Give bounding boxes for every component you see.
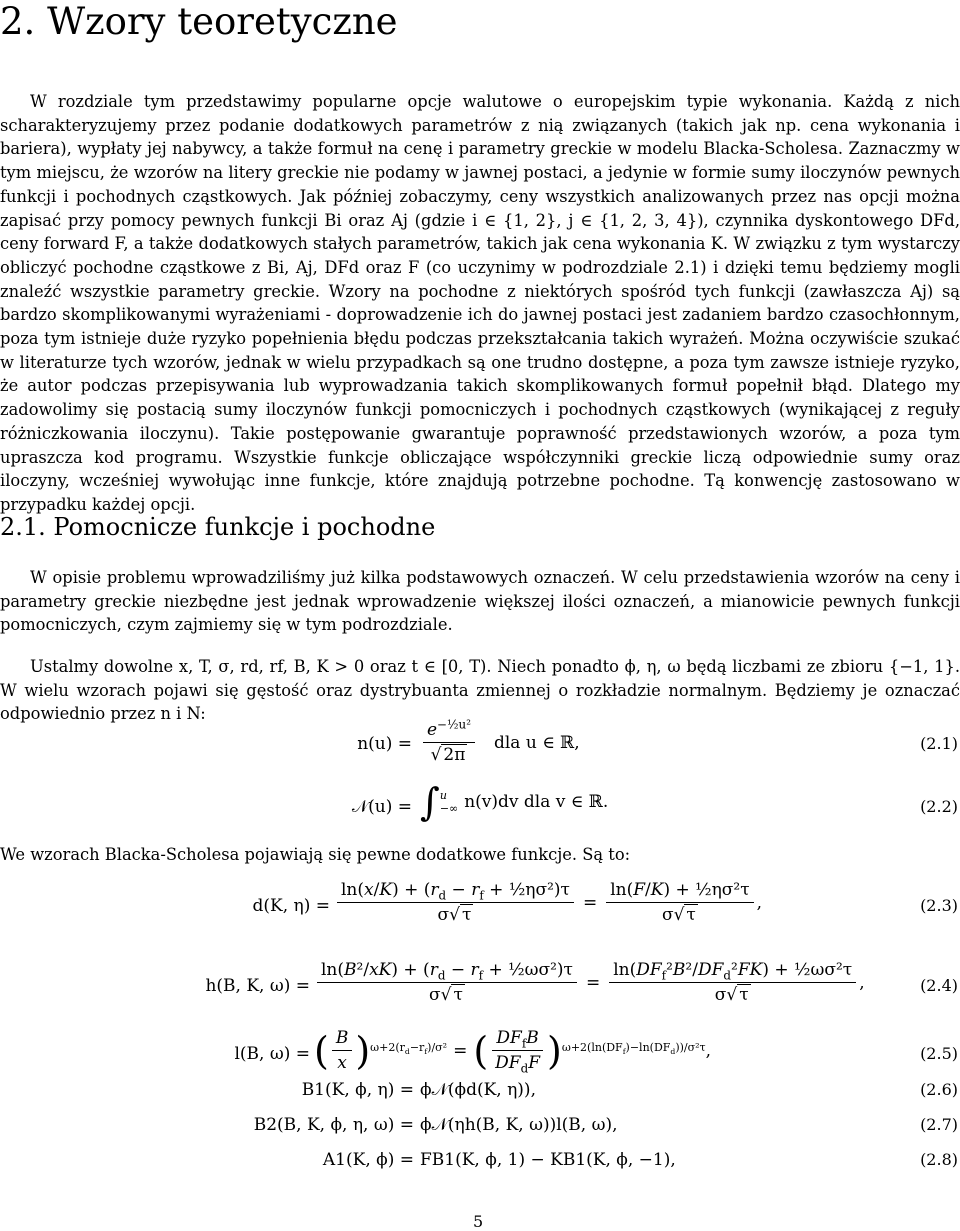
equation-rhs: FB1(K, ϕ, 1) − KB1(K, ϕ, −1), bbox=[420, 1150, 676, 1170]
equation-number: (2.4) bbox=[920, 976, 958, 995]
equation-number: (2.7) bbox=[920, 1115, 958, 1134]
equation-2-4 bbox=[0, 960, 960, 1010]
equation-body: ( $\frac{B}{x}$ ) $\omega+2(r_d-r_f)/\sigma^2$ = ( $\frac{DF_fB}{DF_dF}$ ) $\omega+2(\ln(DF_f)-\ln(DF_d))$/σ²τ , bbox=[314, 1028, 712, 1076]
paragraph-intro: W rozdziale tym przedstawimy popularne opcje walutowe o europejskim typie wykonania. Każdą z nich scharakteryzujemy przez podanie dodatkowych parametrów z nią związanych (takich jak np. cena wykonania i bariera), wypłaty jej nabywcy, a także formuł na cenę i parametry greckie w modelu Blacka-Scholesa. Zaznaczmy w tym miejscu, że wzorów na litery greckie nie podamy w jawnej postaci, a jedynie w formie sumy iloczynów pewnych funkcji i pochodnych cząstkowych. Jak później zobaczymy, ceny wszystkich analizowanych przez nas opcji można zapisać przy pomocy pewnych funkcji Bi oraz Aj (gdzie i ∈ {1, 2}, j ∈ {1, 2, 3, 4}), czynnika dyskontowego DFd, ceny forward F, a także dodatkowych stałych parametrów, takich jak cena wykonania K. W związku z tym wystarczy obliczyć pochodne cząstkowe z Bi, Aj, DFd oraz F (co uczynimy w podrozdziale 2.1) i dzięki temu będziemy mogli znaleźć wszystkie parametry greckie. Wzory na pochodne z niektórych spośród tych funkcji (zawłaszcza Aj) są bardzo skomplikowanymi wyrażeniami - doprowadzenie ich do jawnej postaci jest zadaniem bardzo czasochłonnym, poza tym istnieje duże ryzyko popełnienia błędu podczas przekształcania takich wyrażeń. Można oczywiście szukać w literaturze tych wzorów, jednak w wielu przypadkach są one trudno dostępne, a poza tym zawsze istnieje ryzyko, że autor podczas przepisywania lub wyprowadzania takich skomplikowanych formuł popełnił błąd. Dlatego my zadowolimy się postacią sumy iloczynów funkcji pomocniczych i pochodnych cząstkowych (wynikającej z reguły różniczkowania iloczynu). Takie postępowanie gwarantuje poprawność przedstawionych wzorów, a poza tym upraszcza kod programu. Wszystkie funkcje obliczające współczynniki greckie liczą odpowiednie sumy oraz iloczyny, wcześniej wywołując inne funkcje, które znajdują potrzebne pochodne. Tą konwencję zastosowano w przypadku każdej opcji. bbox=[0, 92, 960, 514]
chapter-title: 2. Wzory teoretyczne bbox=[0, 0, 398, 43]
equation-rhs: ϕ𝒩(ϕd(K, η)), bbox=[420, 1080, 536, 1100]
equation-body: ∫ u −∞ n(v)dv dla v ∈ ℝ. bbox=[420, 780, 609, 824]
section-title: 2.1. Pomocnicze funkcje i pochodne bbox=[0, 513, 436, 541]
equation-number: (2.2) bbox=[920, 797, 958, 816]
equation-2-5 bbox=[0, 1028, 960, 1078]
equation-number: (2.6) bbox=[920, 1080, 958, 1099]
equation-body: $\frac{e^{-\frac{1}{2}u^2}}{√ 2\pi}$ dla u ∈ ℝ, bbox=[420, 720, 580, 765]
page-number: 5 bbox=[473, 1212, 484, 1231]
equation-lhs: h(B, K, ω) = bbox=[205, 976, 310, 996]
equation-rhs: ϕ𝒩(ηh(B, K, ω))l(B, ω), bbox=[420, 1115, 618, 1135]
paragraph-notation: Ustalmy dowolne x, T, σ, rd, rf, B, K > 0 oraz t ∈ [0, T). Niech ponadto ϕ, η, ω będą liczbami ze zbioru {−1, 1}. W wielu wzorach pojawi się gęstość oraz dystrybuanta zmiennej o rozkładzie normalnym. Będziemy je oznaczać odpowiednio przez n i N: bbox=[0, 657, 960, 724]
equation-lhs: n(u) = bbox=[357, 734, 412, 754]
equation-lhs: l(B, ω) = bbox=[234, 1044, 310, 1064]
equation-2-8 bbox=[0, 1146, 960, 1196]
equation-number: (2.3) bbox=[920, 896, 958, 915]
equation-lhs: 𝒩(u) = bbox=[351, 797, 412, 817]
equation-lhs: B2(B, K, ϕ, η, ω) = bbox=[253, 1115, 414, 1135]
equation-lhs: B1(K, ϕ, η) = bbox=[301, 1080, 414, 1100]
equation-2-1 bbox=[0, 717, 960, 770]
paragraph-functions: We wzorach Blacka-Scholesa pojawiają się pewne dodatkowe funkcje. Są to: bbox=[0, 845, 631, 864]
equation-2-2 bbox=[0, 780, 960, 833]
paragraph-section-intro: W opisie problemu wprowadziliśmy już kilka podstawowych oznaczeń. W celu przedstawienia wzorów na ceny i parametry greckie niezbędne jest jednak wprowadzenie większej ilości oznaczeń, a mianowicie pewnych funkcji pomocniczych, czym zajmiemy się w tym podrozdziale. bbox=[0, 568, 960, 635]
equation-number: (2.5) bbox=[920, 1044, 958, 1063]
equation-lhs: d(K, η) = bbox=[252, 896, 330, 916]
equation-body: $\frac{\ln(B^2/xK) + (r_d - r_f + \frac{1}{2}\omega\sigma^2)\tau}{\sigma√ \tau}$ = $\frac{\ln(DF_f^2B^2/DF_d^2FK) + \frac{1}{2}\omega\sigma^2\tau}{\sigma√ \tau}$ , bbox=[314, 960, 865, 1005]
equation-lhs: A1(K, ϕ) = bbox=[322, 1150, 414, 1170]
equation-body: $\frac{\ln(x/K) + (r_d - r_f + \frac{1}{2}\eta\sigma^2)\tau}{\sigma√ \tau}$ = $\frac{\text{ln(F/K) + ½ησ²τ}}{\sigma√ \tau}$ , bbox=[334, 880, 762, 925]
equation-number: (2.1) bbox=[920, 734, 958, 753]
equation-number: (2.8) bbox=[920, 1150, 958, 1169]
equation-2-3 bbox=[0, 880, 960, 930]
